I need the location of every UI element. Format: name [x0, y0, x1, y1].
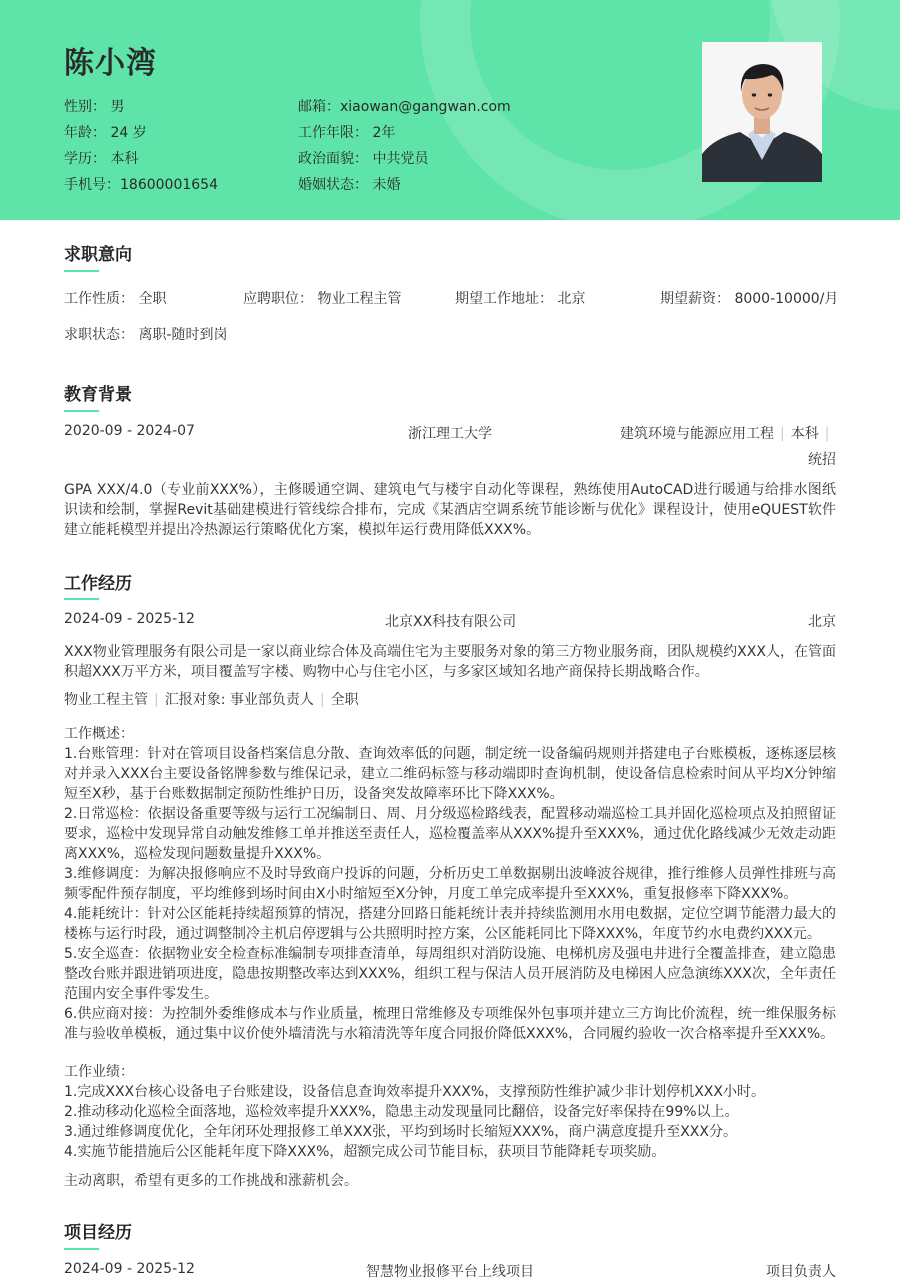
duty-item: 1.台账管理：针对在管项目设备档案信息分散、查询效率低的问题，制定统一设备编码规则并搭建电子台账模板，逐栋逐层核对并录入XXX台主要设备铭牌参数与维保记录，建立二维码标签与移动端即时查询机制，使设备信息检索时间从平均X分钟缩短至X秒，基于台账数据制定预防性维护日历，设备突发故障率环比下降XXX%。 — [64, 746, 836, 802]
duty-item: 3.维修调度：为解决报修响应不及时导致商户投诉的问题，分析历史工单数据剔出波峰波谷规律，推行维修人员弹性排班与高频零配件预存制度，平均维修到场时间由X小时缩短至X分钟，月度工单完成率提升至XXX%，重复报修率下降XXX%。 — [64, 866, 836, 902]
project-role: 项目负责人 — [766, 1264, 836, 1280]
section-title-work: 工作经历 — [64, 574, 132, 594]
info-politics: 政治面貌： 中共党员 — [298, 151, 429, 167]
achievement-item: 1.完成XXX台核心设备电子台账建设，设备信息查询效率提升XXX%，支撑预防性维护减少非计划停机XXX小时。 — [64, 1084, 765, 1100]
intent-location: 期望工作地址： 北京 — [455, 291, 586, 307]
section-title-project: 项目经历 — [64, 1223, 132, 1243]
work-overview-label: 工作概述： — [64, 726, 134, 742]
section-underline — [64, 270, 99, 272]
work-company-intro: XXX物业管理服务有限公司是一家以商业综合体及高端住宅为主要服务对象的第三方物业服务商，团队规模约XXX人，在管面积超XXX万平方米，项目覆盖写字楼、购物中心与住宅小区，与多家区域知名地产商保持长期战略合作。 — [64, 644, 836, 680]
work-leave-reason: 主动离职，希望有更多的工作挑战和涨薪机会。 — [64, 1173, 358, 1189]
work-achievements — [64, 1062, 836, 1162]
intent-salary: 期望薪资： 8000-10000/月 — [660, 291, 839, 307]
info-phone: 手机号：18600001654 — [64, 177, 218, 193]
section-title-education: 教育背景 — [64, 385, 132, 405]
achievement-item: 2.推动移动化巡检全面落地，巡检效率提升XXX%，隐患主动发现量同比翻倍，设备完好率保持在99%以上。 — [64, 1104, 739, 1120]
duty-item: 6.供应商对接：为控制外委维修成本与作业质量，梳理日常维修及专项维保外包事项并建立三方询比价流程，统一维保服务标准与验收单模板，通过集中议价使外墙清洗与水箱清洗等年度合同报价降低XXX%，合同履约验收一次合格率提升至XXX%。 — [64, 1006, 836, 1042]
intent-position: 应聘职位： 物业工程主管 — [243, 291, 402, 307]
work-overview — [64, 724, 836, 1044]
section-underline — [64, 1248, 99, 1250]
resume-header — [0, 0, 900, 220]
work-role: 物业工程主管 — [64, 692, 148, 708]
education-major: 建筑环境与能源应用工程 — [620, 426, 774, 442]
work-company: 北京XX科技有限公司 — [385, 614, 517, 630]
achievement-item: 4.实施节能措施后公区能耗年度下降XXX%，超额完成公司节能目标，获项目节能降耗专项奖励。 — [64, 1144, 666, 1160]
education-recruit: 统招 — [808, 452, 836, 468]
work-report: 汇报对象: 事业部负责人 — [164, 692, 314, 708]
section-underline — [64, 410, 99, 412]
education-description: GPA XXX/4.0（专业前XXX%），主修暖通空调、建筑电气与楼宇自动化等课程，熟练使用AutoCAD进行暖通与给排水图纸识读和绘制，掌握Revit基础建模进行管线综合排布，完成《某酒店空调系统节能诊断与优化》课程设计，使用eQUEST软件建立能耗模型并提出冷热源运行策略优化方案，模拟年运行费用降低XXX%。 — [64, 482, 836, 538]
avatar-portrait-icon — [702, 42, 822, 182]
section-title-intent: 求职意向 — [64, 245, 132, 265]
info-education: 学历： 本科 — [64, 151, 139, 167]
info-gender: 性别： 男 — [64, 99, 125, 115]
education-date: 2020-09 - 2024-07 — [64, 423, 195, 439]
work-achievements-label: 工作业绩： — [64, 1064, 134, 1080]
intent-status: 求职状态： 离职-随时到岗 — [64, 327, 228, 343]
profile-photo — [702, 42, 822, 182]
separator: | — [154, 692, 159, 708]
project-name: 智慧物业报修平台上线项目 — [366, 1264, 534, 1280]
duty-item: 2.日常巡检：依据设备重要等级与运行工况编制日、周、月分级巡检路线表，配置移动端巡检工具并固化巡检项点及拍照留证要求，巡检中发现异常自动触发维修工单并推送至责任人，巡检覆盖率从XXX%提升至XXX%，通过优化路线减少无效走动距离XXX%，巡检发现问题数量提升XXX%。 — [64, 806, 836, 862]
achievement-item: 3.通过维修调度优化，全年闭环处理报修工单XXX张，平均到场时长缩短XXX%，商户满意度提升至XXX分。 — [64, 1124, 737, 1140]
separator: | — [824, 426, 830, 442]
duty-item: 5.安全巡查：依据物业安全检查标准编制专项排查清单，每周组织对消防设施、电梯机房及强电井进行全覆盖排查，建立隐患整改台账并跟进销项进度，隐患按期整改率达到XXX%，组织工程与保洁人员开展消防及电梯困人应急演练XXX次，全年责任范围内安全事件零发生。 — [64, 946, 836, 1002]
section-underline — [64, 598, 99, 600]
separator: | — [319, 692, 325, 708]
intent-type: 工作性质： 全职 — [64, 291, 167, 307]
education-degree: 本科 — [790, 426, 819, 442]
work-role-line — [64, 689, 359, 709]
duty-item: 4.能耗统计：针对公区能耗持续超预算的情况，搭建分回路日能耗统计表并持续监测用水用电数据，定位空调节能潜力最大的楼栋与运行时段，通过调整制冷主机启停逻辑与公共照明时控方案，公区能耗同比下降XXX%，年度节约水电费约XXX元。 — [64, 906, 836, 942]
education-school: 浙江理工大学 — [408, 426, 492, 442]
separator: | — [780, 426, 785, 442]
info-marital: 婚姻状态： 未婚 — [298, 177, 401, 193]
work-city: 北京 — [808, 614, 836, 630]
info-experience: 工作年限： 2年 — [298, 125, 396, 141]
work-date: 2024-09 - 2025-12 — [64, 611, 195, 627]
info-age: 年龄： 24 岁 — [64, 125, 147, 141]
candidate-name: 陈小湾 — [64, 46, 157, 81]
project-date: 2024-09 - 2025-12 — [64, 1261, 195, 1277]
work-jobtype: 全职 — [330, 692, 359, 708]
info-email: 邮箱：xiaowan@gangwan.com — [298, 99, 511, 115]
education-major-degree — [620, 423, 835, 443]
